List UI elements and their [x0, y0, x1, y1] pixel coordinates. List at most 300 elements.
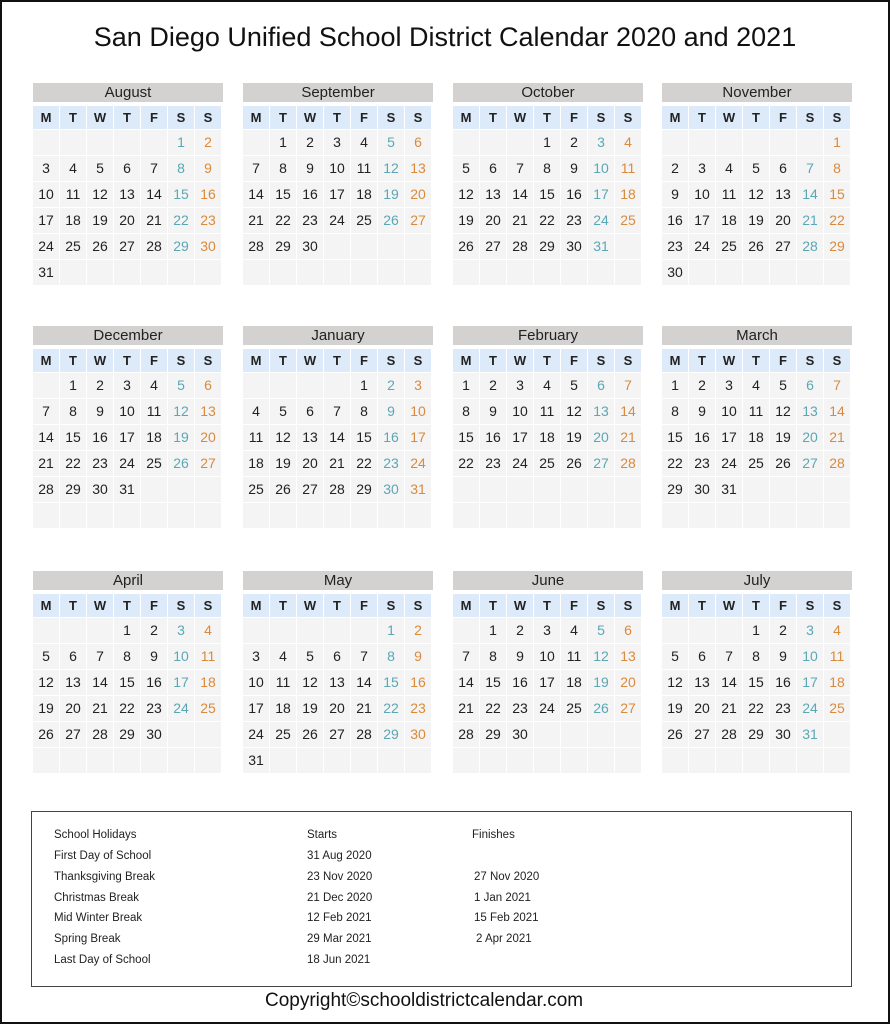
day-cell: 22 — [270, 208, 296, 233]
empty-day-cell — [480, 260, 506, 285]
day-cell: 30 — [195, 234, 221, 259]
holiday-finishes: 1 Jan 2021 — [474, 892, 531, 904]
day-cell: 4 — [351, 130, 377, 155]
day-cell: 16 — [770, 670, 796, 695]
empty-day-cell — [824, 503, 850, 528]
month-title: November — [662, 83, 852, 102]
empty-day-cell — [33, 748, 59, 773]
day-cell: 14 — [453, 670, 479, 695]
empty-day-cell — [507, 130, 533, 155]
day-cell: 14 — [615, 399, 641, 424]
empty-day-cell — [743, 748, 769, 773]
day-cell: 3 — [797, 618, 823, 643]
month-november — [662, 83, 852, 285]
day-cell: 12 — [588, 644, 614, 669]
day-cell: 11 — [743, 399, 769, 424]
day-cell: 28 — [453, 722, 479, 747]
empty-day-cell — [561, 477, 587, 502]
empty-day-cell — [243, 503, 269, 528]
weekday-header: F — [141, 349, 167, 372]
empty-day-cell — [87, 503, 113, 528]
day-cell: 4 — [824, 618, 850, 643]
day-cell: 15 — [824, 182, 850, 207]
day-cell: 20 — [324, 696, 350, 721]
month-grid — [33, 349, 223, 528]
day-cell: 17 — [243, 696, 269, 721]
weekday-header: S — [378, 106, 404, 129]
day-cell: 8 — [534, 156, 560, 181]
day-cell: 13 — [195, 399, 221, 424]
month-april — [33, 571, 223, 773]
day-cell: 5 — [297, 644, 323, 669]
day-cell: 4 — [195, 618, 221, 643]
weekday-header: W — [297, 106, 323, 129]
empty-day-cell — [588, 477, 614, 502]
day-cell: 31 — [243, 748, 269, 773]
weekday-header: F — [770, 594, 796, 617]
day-cell: 30 — [297, 234, 323, 259]
day-cell: 17 — [324, 182, 350, 207]
day-cell: 9 — [87, 399, 113, 424]
day-cell: 14 — [33, 425, 59, 450]
day-cell: 26 — [588, 696, 614, 721]
day-cell: 27 — [615, 696, 641, 721]
day-cell: 31 — [405, 477, 431, 502]
day-cell: 22 — [114, 696, 140, 721]
empty-day-cell — [743, 260, 769, 285]
empty-day-cell — [324, 260, 350, 285]
day-cell: 11 — [141, 399, 167, 424]
weekday-header: S — [378, 594, 404, 617]
header-finishes: Finishes — [472, 829, 515, 841]
weekday-header: T — [743, 349, 769, 372]
empty-day-cell — [561, 722, 587, 747]
day-cell: 9 — [141, 644, 167, 669]
empty-day-cell — [689, 130, 715, 155]
day-cell: 11 — [60, 182, 86, 207]
empty-day-cell — [405, 748, 431, 773]
day-cell: 26 — [270, 477, 296, 502]
day-cell: 9 — [297, 156, 323, 181]
holiday-row — [54, 912, 834, 932]
day-cell: 24 — [588, 208, 614, 233]
day-cell: 29 — [60, 477, 86, 502]
day-cell: 28 — [351, 722, 377, 747]
day-cell: 20 — [588, 425, 614, 450]
empty-day-cell — [743, 503, 769, 528]
day-cell: 22 — [824, 208, 850, 233]
day-cell: 24 — [716, 451, 742, 476]
empty-day-cell — [615, 503, 641, 528]
empty-day-cell — [534, 260, 560, 285]
day-cell: 6 — [405, 130, 431, 155]
empty-day-cell — [324, 373, 350, 398]
day-cell: 5 — [270, 399, 296, 424]
empty-day-cell — [60, 503, 86, 528]
day-cell: 4 — [243, 399, 269, 424]
weekday-header: W — [716, 349, 742, 372]
day-cell: 2 — [662, 156, 688, 181]
day-cell: 17 — [405, 425, 431, 450]
empty-day-cell — [297, 503, 323, 528]
day-cell: 1 — [662, 373, 688, 398]
day-cell: 28 — [243, 234, 269, 259]
empty-day-cell — [33, 503, 59, 528]
day-cell: 10 — [507, 399, 533, 424]
day-cell: 23 — [561, 208, 587, 233]
day-cell: 30 — [689, 477, 715, 502]
weekday-header: T — [114, 106, 140, 129]
day-cell: 15 — [270, 182, 296, 207]
weekday-header: S — [378, 349, 404, 372]
day-cell: 13 — [480, 182, 506, 207]
weekday-header: W — [87, 594, 113, 617]
day-cell: 3 — [168, 618, 194, 643]
empty-day-cell — [33, 130, 59, 155]
day-cell: 19 — [378, 182, 404, 207]
holiday-row — [54, 954, 834, 974]
month-grid — [453, 106, 643, 285]
month-title: July — [662, 571, 852, 590]
day-cell: 19 — [588, 670, 614, 695]
day-cell: 23 — [507, 696, 533, 721]
day-cell: 8 — [662, 399, 688, 424]
day-cell: 25 — [243, 477, 269, 502]
weekday-header: F — [351, 106, 377, 129]
month-title: February — [453, 326, 643, 345]
day-cell: 12 — [378, 156, 404, 181]
day-cell: 28 — [141, 234, 167, 259]
day-cell: 7 — [324, 399, 350, 424]
empty-day-cell — [824, 477, 850, 502]
weekday-header: T — [114, 594, 140, 617]
empty-day-cell — [405, 234, 431, 259]
weekday-header: M — [453, 106, 479, 129]
day-cell: 18 — [243, 451, 269, 476]
empty-day-cell — [797, 503, 823, 528]
day-cell: 27 — [324, 722, 350, 747]
day-cell: 1 — [453, 373, 479, 398]
day-cell: 16 — [378, 425, 404, 450]
empty-day-cell — [87, 618, 113, 643]
empty-day-cell — [716, 618, 742, 643]
weekday-header: T — [534, 349, 560, 372]
day-cell: 8 — [824, 156, 850, 181]
weekday-header: T — [480, 106, 506, 129]
day-cell: 18 — [561, 670, 587, 695]
empty-day-cell — [615, 234, 641, 259]
day-cell: 19 — [168, 425, 194, 450]
day-cell: 7 — [797, 156, 823, 181]
day-cell: 26 — [168, 451, 194, 476]
day-cell: 25 — [615, 208, 641, 233]
day-cell: 17 — [689, 208, 715, 233]
day-cell: 6 — [797, 373, 823, 398]
empty-day-cell — [168, 503, 194, 528]
day-cell: 25 — [351, 208, 377, 233]
weekday-header: M — [662, 106, 688, 129]
day-cell: 21 — [507, 208, 533, 233]
day-cell: 23 — [689, 451, 715, 476]
empty-day-cell — [689, 260, 715, 285]
weekday-header: F — [141, 106, 167, 129]
day-cell: 1 — [480, 618, 506, 643]
day-cell: 28 — [33, 477, 59, 502]
holiday-starts: 29 Mar 2021 — [307, 933, 372, 945]
weekday-header: S — [195, 349, 221, 372]
day-cell: 20 — [297, 451, 323, 476]
day-cell: 5 — [33, 644, 59, 669]
day-cell: 23 — [297, 208, 323, 233]
weekday-header: S — [195, 106, 221, 129]
day-cell: 1 — [270, 130, 296, 155]
day-cell: 30 — [662, 260, 688, 285]
day-cell: 7 — [141, 156, 167, 181]
empty-day-cell — [507, 748, 533, 773]
empty-day-cell — [689, 503, 715, 528]
day-cell: 14 — [824, 399, 850, 424]
weekday-header: S — [588, 349, 614, 372]
weekday-header: T — [534, 594, 560, 617]
day-cell: 11 — [615, 156, 641, 181]
day-cell: 24 — [168, 696, 194, 721]
day-cell: 30 — [770, 722, 796, 747]
day-cell: 28 — [716, 722, 742, 747]
day-cell: 6 — [588, 373, 614, 398]
holiday-starts: 21 Dec 2020 — [307, 892, 373, 904]
day-cell: 1 — [824, 130, 850, 155]
day-cell: 13 — [797, 399, 823, 424]
empty-day-cell — [243, 373, 269, 398]
empty-day-cell — [588, 260, 614, 285]
holiday-name: Spring Break — [54, 933, 121, 945]
empty-day-cell — [168, 722, 194, 747]
day-cell: 8 — [480, 644, 506, 669]
empty-day-cell — [507, 477, 533, 502]
empty-day-cell — [297, 748, 323, 773]
day-cell: 8 — [351, 399, 377, 424]
day-cell: 6 — [324, 644, 350, 669]
empty-day-cell — [270, 618, 296, 643]
month-march — [662, 326, 852, 528]
day-cell: 20 — [797, 425, 823, 450]
day-cell: 18 — [60, 208, 86, 233]
day-cell: 12 — [770, 399, 796, 424]
day-cell: 15 — [453, 425, 479, 450]
day-cell: 24 — [405, 451, 431, 476]
day-cell: 11 — [243, 425, 269, 450]
header-school-holidays: School Holidays — [54, 829, 137, 841]
day-cell: 7 — [87, 644, 113, 669]
day-cell: 23 — [662, 234, 688, 259]
day-cell: 12 — [297, 670, 323, 695]
day-cell: 11 — [534, 399, 560, 424]
day-cell: 5 — [87, 156, 113, 181]
holiday-finishes: 27 Nov 2020 — [474, 871, 540, 883]
day-cell: 28 — [87, 722, 113, 747]
empty-day-cell — [689, 748, 715, 773]
day-cell: 22 — [534, 208, 560, 233]
month-grid — [453, 349, 643, 528]
day-cell: 2 — [480, 373, 506, 398]
holiday-name: Thanksgiving Break — [54, 871, 155, 883]
day-cell: 13 — [405, 156, 431, 181]
weekday-header: S — [824, 349, 850, 372]
month-december — [33, 326, 223, 528]
day-cell: 5 — [561, 373, 587, 398]
day-cell: 16 — [141, 670, 167, 695]
weekday-header: W — [716, 594, 742, 617]
empty-day-cell — [615, 477, 641, 502]
empty-day-cell — [87, 748, 113, 773]
day-cell: 10 — [243, 670, 269, 695]
day-cell: 21 — [351, 696, 377, 721]
weekday-header: S — [797, 349, 823, 372]
weekday-header: T — [480, 594, 506, 617]
day-cell: 23 — [87, 451, 113, 476]
weekday-header: W — [507, 106, 533, 129]
day-cell: 26 — [33, 722, 59, 747]
weekday-header: W — [87, 106, 113, 129]
empty-day-cell — [114, 260, 140, 285]
day-cell: 27 — [297, 477, 323, 502]
day-cell: 1 — [168, 130, 194, 155]
day-cell: 2 — [770, 618, 796, 643]
empty-day-cell — [405, 260, 431, 285]
day-cell: 19 — [87, 208, 113, 233]
empty-day-cell — [770, 748, 796, 773]
day-cell: 9 — [195, 156, 221, 181]
month-january — [243, 326, 433, 528]
day-cell: 13 — [114, 182, 140, 207]
empty-day-cell — [33, 618, 59, 643]
day-cell: 20 — [480, 208, 506, 233]
day-cell: 5 — [770, 373, 796, 398]
day-cell: 21 — [141, 208, 167, 233]
weekday-header: F — [770, 349, 796, 372]
day-cell: 9 — [507, 644, 533, 669]
holidays-header-row — [54, 829, 834, 849]
day-cell: 20 — [114, 208, 140, 233]
holiday-row — [54, 892, 834, 912]
day-cell: 6 — [297, 399, 323, 424]
day-cell: 19 — [270, 451, 296, 476]
day-cell: 16 — [561, 182, 587, 207]
day-cell: 27 — [195, 451, 221, 476]
empty-day-cell — [689, 618, 715, 643]
weekday-header: S — [405, 349, 431, 372]
holiday-name: Mid Winter Break — [54, 912, 143, 924]
day-cell: 26 — [453, 234, 479, 259]
day-cell: 11 — [351, 156, 377, 181]
empty-day-cell — [588, 503, 614, 528]
empty-day-cell — [453, 748, 479, 773]
empty-day-cell — [60, 130, 86, 155]
month-grid — [243, 349, 433, 528]
day-cell: 15 — [378, 670, 404, 695]
empty-day-cell — [378, 503, 404, 528]
day-cell: 12 — [453, 182, 479, 207]
weekday-header: T — [60, 594, 86, 617]
day-cell: 15 — [534, 182, 560, 207]
empty-day-cell — [324, 748, 350, 773]
empty-day-cell — [797, 130, 823, 155]
day-cell: 14 — [507, 182, 533, 207]
empty-day-cell — [534, 748, 560, 773]
day-cell: 21 — [453, 696, 479, 721]
day-cell: 9 — [770, 644, 796, 669]
day-cell: 16 — [297, 182, 323, 207]
day-cell: 22 — [60, 451, 86, 476]
day-cell: 17 — [507, 425, 533, 450]
month-title: March — [662, 326, 852, 345]
weekday-header: T — [270, 594, 296, 617]
day-cell: 14 — [141, 182, 167, 207]
day-cell: 29 — [662, 477, 688, 502]
day-cell: 7 — [453, 644, 479, 669]
day-cell: 8 — [168, 156, 194, 181]
day-cell: 17 — [168, 670, 194, 695]
day-cell: 29 — [378, 722, 404, 747]
weekday-header: M — [453, 349, 479, 372]
day-cell: 16 — [87, 425, 113, 450]
day-cell: 27 — [588, 451, 614, 476]
empty-day-cell — [297, 373, 323, 398]
day-cell: 28 — [824, 451, 850, 476]
month-grid — [243, 106, 433, 285]
day-cell: 23 — [405, 696, 431, 721]
empty-day-cell — [141, 477, 167, 502]
empty-day-cell — [378, 234, 404, 259]
day-cell: 12 — [168, 399, 194, 424]
empty-day-cell — [824, 722, 850, 747]
weekday-header: T — [270, 106, 296, 129]
day-cell: 5 — [588, 618, 614, 643]
month-february — [453, 326, 643, 528]
weekday-header: S — [797, 594, 823, 617]
day-cell: 3 — [716, 373, 742, 398]
day-cell: 26 — [561, 451, 587, 476]
day-cell: 31 — [33, 260, 59, 285]
day-cell: 16 — [195, 182, 221, 207]
empty-day-cell — [114, 130, 140, 155]
day-cell: 20 — [770, 208, 796, 233]
day-cell: 25 — [743, 451, 769, 476]
day-cell: 17 — [716, 425, 742, 450]
day-cell: 3 — [33, 156, 59, 181]
day-cell: 12 — [662, 670, 688, 695]
day-cell: 4 — [270, 644, 296, 669]
day-cell: 20 — [195, 425, 221, 450]
empty-day-cell — [33, 373, 59, 398]
day-cell: 16 — [480, 425, 506, 450]
empty-day-cell — [615, 260, 641, 285]
day-cell: 7 — [351, 644, 377, 669]
weekday-header: T — [743, 106, 769, 129]
day-cell: 27 — [689, 722, 715, 747]
day-cell: 24 — [324, 208, 350, 233]
empty-day-cell — [351, 234, 377, 259]
day-cell: 7 — [33, 399, 59, 424]
day-cell: 12 — [743, 182, 769, 207]
day-cell: 3 — [324, 130, 350, 155]
day-cell: 27 — [60, 722, 86, 747]
day-cell: 2 — [561, 130, 587, 155]
empty-day-cell — [87, 260, 113, 285]
empty-day-cell — [378, 260, 404, 285]
weekday-header: T — [60, 106, 86, 129]
weekday-header: T — [534, 106, 560, 129]
